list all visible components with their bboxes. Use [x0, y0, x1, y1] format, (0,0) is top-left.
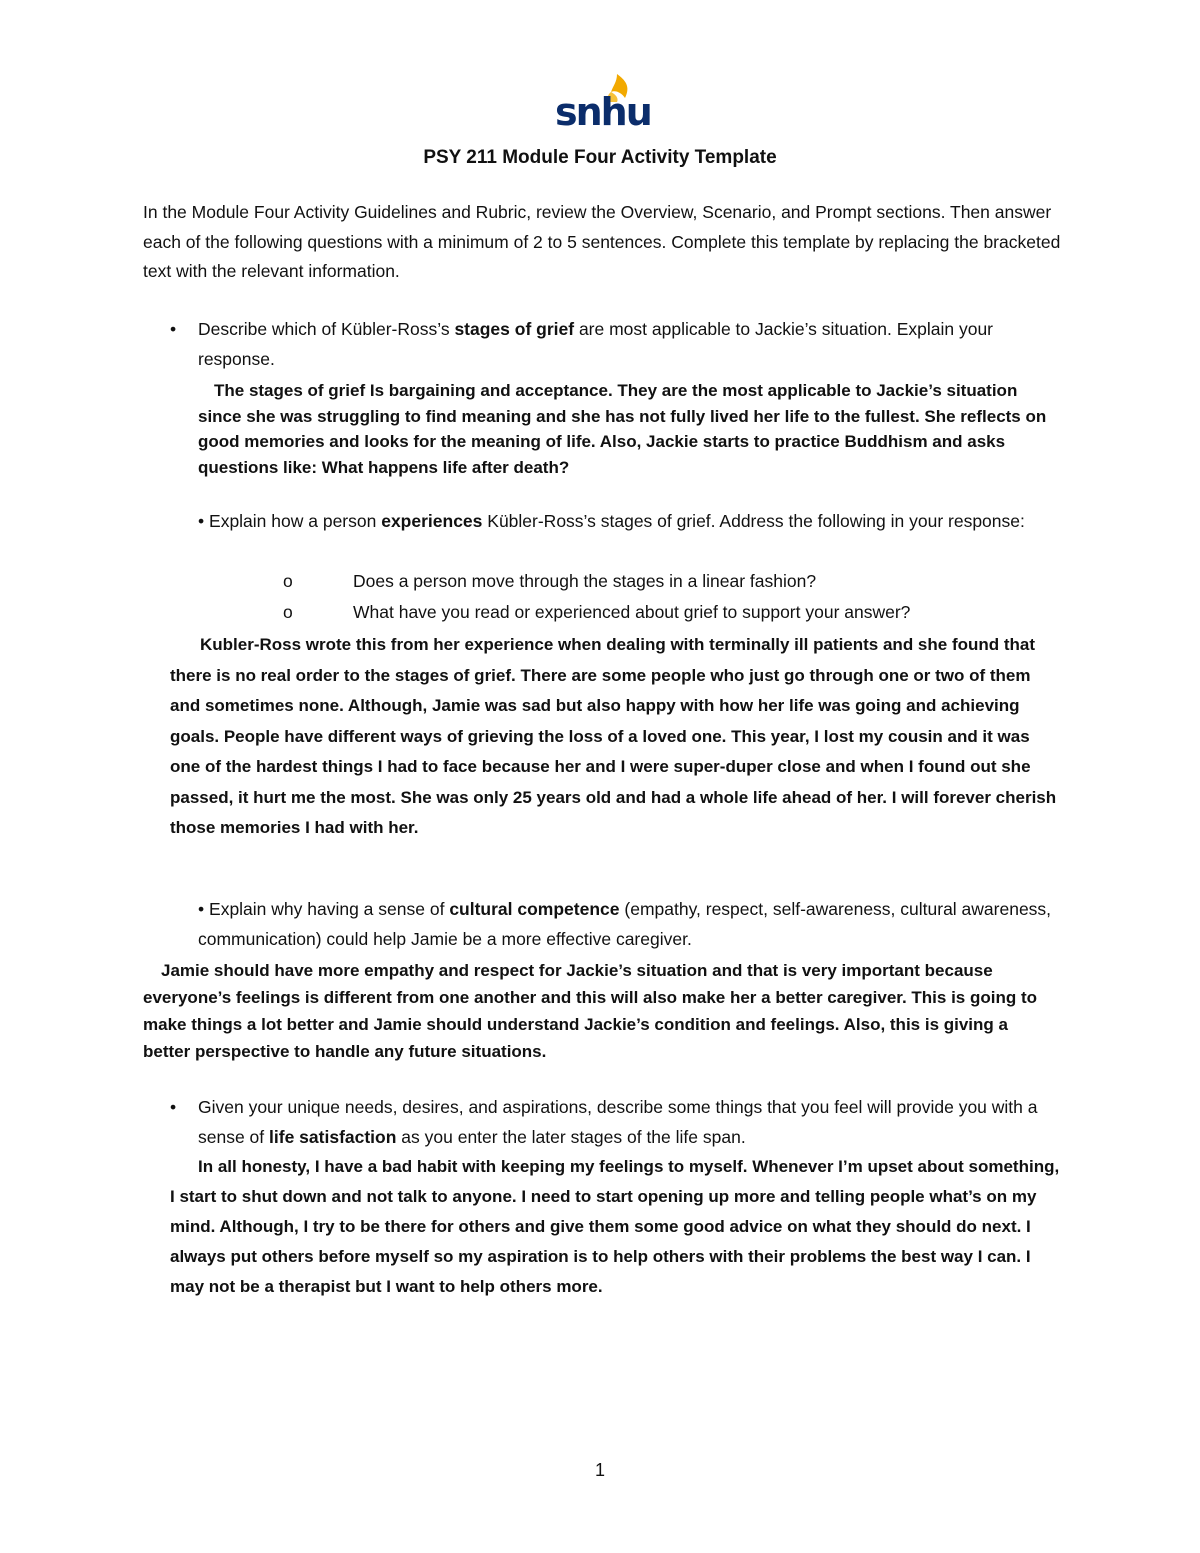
question-1-text: Describe which of Kübler-Ross’s stages of grief are most applicable to Jackie’s situation. Explain your response.: [198, 319, 994, 369]
question-4: [170, 1093, 1055, 1152]
answer-1: The stages of grief Is bargaining and acceptance. They are the most applicable to Jackie’s situation since she was struggling to find meaning and she has not fully lived her life to the fullest. She reflects on good memories and looks for the meaning of life. Also, Jackie starts to practice Buddhism and asks questions like: What happens life after death?: [198, 381, 1047, 477]
question-3: [198, 895, 1058, 954]
question-2: [198, 507, 1058, 537]
circle-bullet-icon: o: [283, 602, 293, 622]
sub-item-2-text: What have you read or experienced about grief to support your answer?: [353, 602, 911, 622]
answer-3: Jamie should have more empathy and respect for Jackie’s situation and that is very important because everyone’s feelings is different from one another and this will also make her a better caregiver. This is going to make things a lot better and Jamie should understand Jackie’s condition and feelings. Also, this is giving a better perspective to handle any future situations.: [143, 961, 1038, 1061]
question-1: [170, 315, 1050, 374]
bullet-icon: •: [170, 319, 177, 339]
question-2-text: • Explain how a person experiences Kübler-Ross’s stages of grief. Address the following in your response:: [198, 511, 1025, 531]
question-4-text: Given your unique needs, desires, and aspirations, describe some things that you feel will provide you with a sense of life satisfaction as you enter the later stages of the life span.: [198, 1097, 1038, 1147]
answer-4: In all honesty, I have a bad habit with keeping my feelings to myself. Whenever I’m upset about something, I start to shut down and not talk to anyone. I need to start opening up more and telling people what’s on my mind. Although, I try to be there for others and give them some good advice on what they should do next. I always put others before myself so my aspiration is to help others with their problems the best way I can. I may not be a therapist but I want to help others more.: [170, 1157, 1060, 1296]
sub-item-1-text: Does a person move through the stages in a linear fashion?: [353, 571, 817, 591]
page-title: PSY 211 Module Four Activity Template: [423, 147, 777, 168]
bullet-icon: •: [198, 899, 205, 919]
bullet-icon: •: [198, 511, 205, 531]
snhu-logo: [555, 72, 651, 134]
page-number: 1: [594, 1460, 605, 1480]
circle-bullet-icon: o: [283, 571, 293, 591]
logo-text: snhu: [555, 90, 651, 134]
answer-2: Kubler-Ross wrote this from her experience when dealing with terminally ill patients and she found that there is no real order to the stages of grief. There are some people who just go through one or two of them and sometimes none. Although, Jamie was sad but also happy with how her life was going and achieving goals. People have different ways of grieving the loss of a loved one. This year, I lost my cousin and it was one of the hardest things I had to face because her and I were super-duper close and when I found out she passed, it hurt me the most. She was only 25 years old and had a whole life ahead of her. I will forever cherish those memories I had with her.: [170, 635, 1057, 837]
bullet-icon: •: [170, 1097, 177, 1117]
intro-paragraph: In the Module Four Activity Guidelines and Rubric, review the Overview, Scenario, and Prompt sections. Then answer each of the following questions with a minimum of 2 to 5 sentences. Complete this template by replacing the bracketed text with the relevant information.: [143, 202, 1061, 281]
question-3-text: • Explain why having a sense of cultural competence (empathy, respect, self-awareness, cultural awareness, communication) could help Jamie be a more effective caregiver.: [198, 899, 1052, 949]
